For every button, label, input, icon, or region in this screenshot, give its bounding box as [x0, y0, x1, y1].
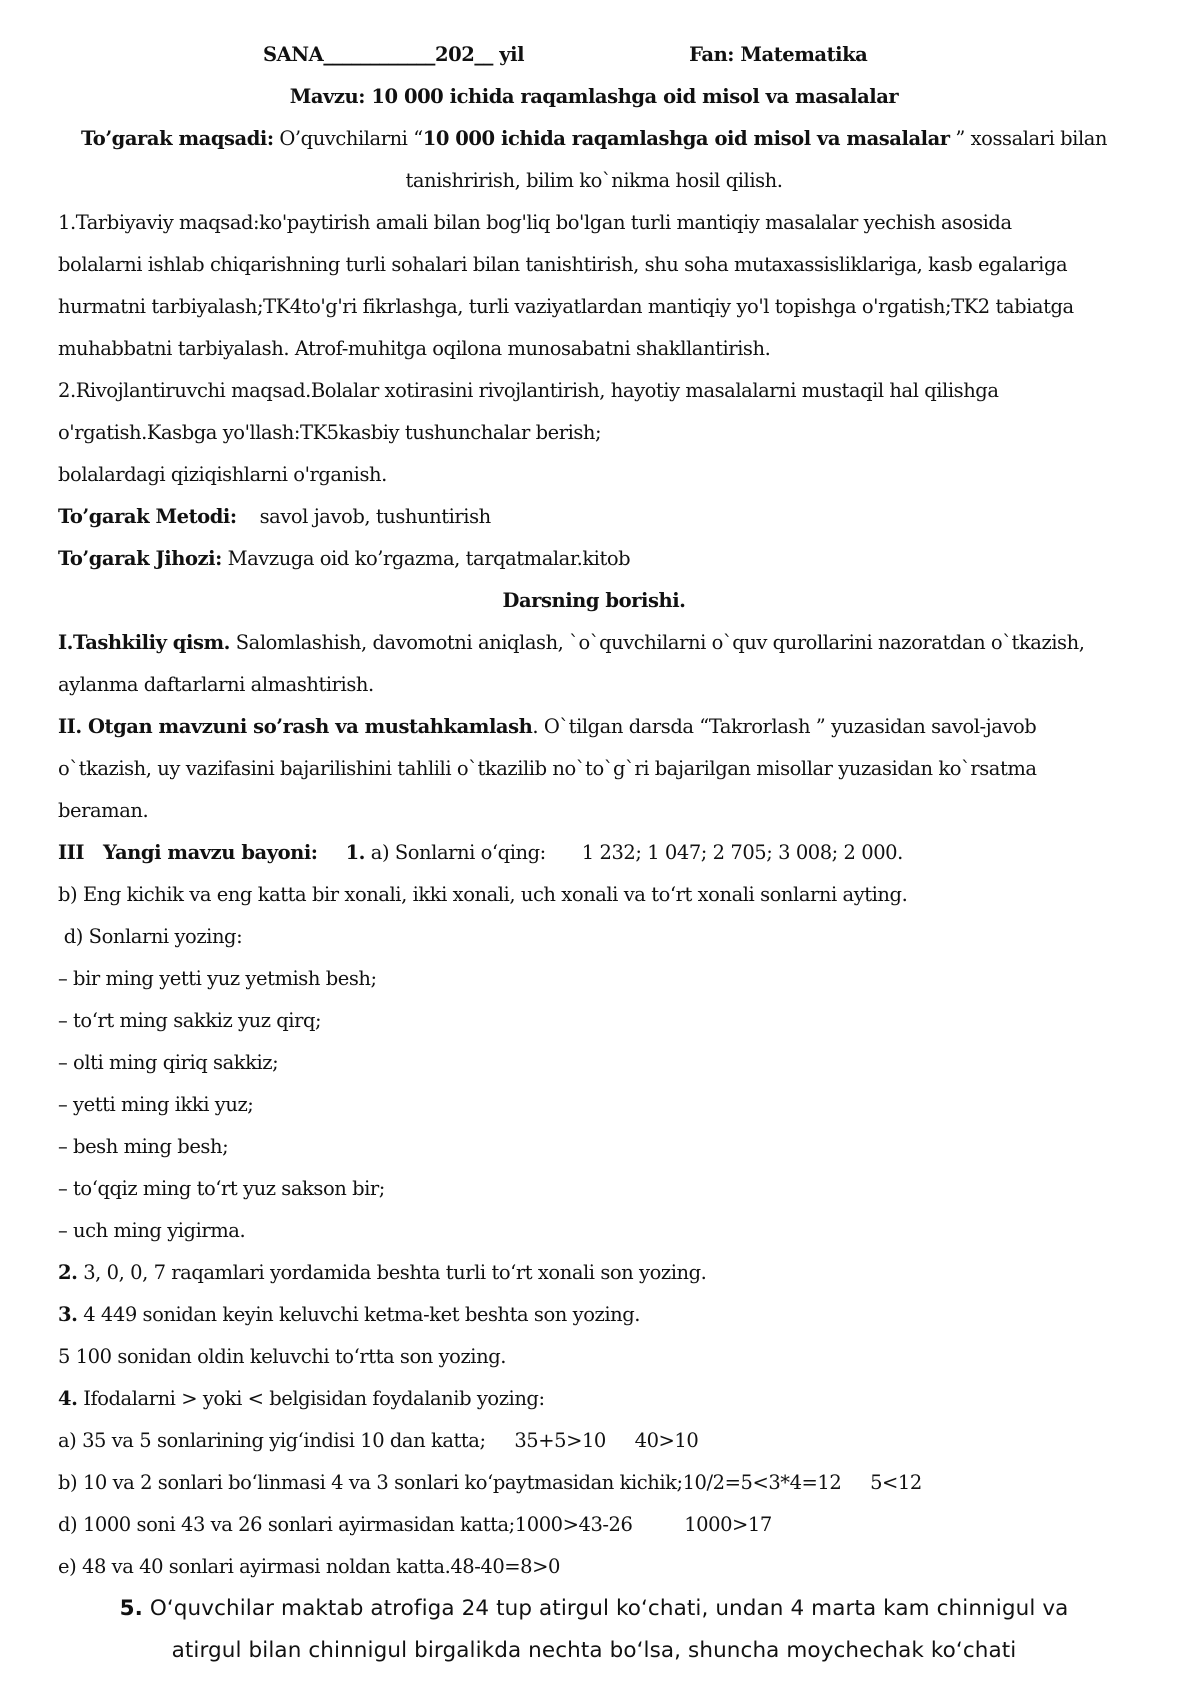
equipment-label: To’garak Jihozi: — [58, 547, 222, 570]
goal-line: 2.Rivojlantiruvchi maqsad.Bolalar xotirasini rivojlantirish, hayotiy masalalarni mustaqil hal qilishga — [58, 379, 999, 402]
goal-line: bolalarni ishlab chiqarishning turli sohalari bilan tanishtirish, shu soha mutaxassisliklariga, kasb egalariga — [58, 253, 1068, 276]
task-text: 3, 0, 0, 7 raqamlari yordamida beshta turli to‘rt xonali son yozing. — [77, 1261, 707, 1284]
equipment-text: Mavzuga oid ko’rgazma, tarqatmalar.kitob — [221, 547, 631, 570]
subject-label: Fan: Matematika — [689, 43, 868, 66]
header-row — [58, 34, 1130, 76]
list-item: d) 1000 soni 43 va 26 sonlari ayirmasidan katta;1000>43-26 1000>17 — [58, 1513, 772, 1536]
club-goal-text-end: ” xossalari bilan — [949, 127, 1108, 150]
goal-line: bolalardagi qiziqishlarni o'rganish. — [58, 463, 387, 486]
review-line2: o`tkazish, uy vazifasini bajarilishini tahlili o`tkazilib no`to`g`ri bajarilgan misollar yuzasidan ko`rsatma — [58, 757, 1037, 780]
lesson-progress-heading: Darsning borishi. — [502, 589, 686, 612]
organizational-label: I.Tashkiliy qism. — [58, 631, 230, 654]
method-text: savol javob, tushuntirish — [236, 505, 491, 528]
list-item: a) 35 va 5 sonlarining yig‘indisi 10 dan katta; 35+5>10 40>10 — [58, 1429, 699, 1452]
list-item: – uch ming yigirma. — [58, 1219, 246, 1242]
list-item: – bir ming yetti yuz yetmish besh; — [58, 967, 377, 990]
task-text: 4 449 sonidan keyin keluvchi ketma-ket beshta son yozing. — [77, 1303, 640, 1326]
club-goal-text: O’quvchilarni “ — [273, 127, 423, 150]
task-number: 2. — [58, 1261, 78, 1284]
organizational-line2: aylanma daftarlarni almashtirish. — [58, 673, 374, 696]
task-number: 5. — [119, 1596, 143, 1621]
task-5-line1 — [58, 1588, 1130, 1630]
review-line3: beraman. — [58, 799, 149, 822]
club-goal-label: To’garak maqsadi: — [80, 127, 274, 150]
task-text: Ifodalarni > yoki < belgisidan foydalanib yozing: — [77, 1387, 545, 1410]
date-field: SANA____________202__ yil — [263, 43, 525, 66]
club-goal-topic: 10 000 ichida raqamlashga oid misol va masalalar — [422, 127, 950, 150]
numbers-to-read: 1 232; 1 047; 2 705; 3 008; 2 000. — [581, 841, 903, 864]
organizational-line1 — [58, 622, 1130, 664]
task-number: 1. — [345, 841, 366, 864]
method-label: To’garak Metodi: — [58, 505, 237, 528]
list-item: – yetti ming ikki yuz; — [58, 1093, 254, 1116]
task-3b: 5 100 sonidan oldin keluvchi to‘rtta son yozing. — [58, 1345, 506, 1368]
list-item: e) 48 va 40 sonlari ayirmasi noldan katta.48-40=8>0 — [58, 1555, 560, 1578]
topic-title: Mavzu: 10 000 ichida raqamlashga oid misol va masalalar — [289, 85, 899, 108]
list-item: – to‘qqiz ming to‘rt yuz sakson bir; — [58, 1177, 385, 1200]
new-topic-line — [58, 832, 1130, 874]
task-5-line2: atirgul bilan chinnigul birgalikda nechta bo‘lsa, shuncha moychechak ko‘chati — [171, 1638, 1017, 1663]
organizational-text: Salomlashish, davomotni aniqlash, `o`quvchilarni o`quv qurollarini nazoratdan o`tkazish, — [230, 631, 1085, 654]
goal-line: 1.Tarbiyaviy maqsad:ko'paytirish amali bilan bog'liq bo'lgan turli mantiqiy masalalar yechish asosida — [58, 211, 1012, 234]
list-item: – besh ming besh; — [58, 1135, 229, 1158]
review-text: . O`tilgan darsda “Takrorlash ” yuzasidan savol-javob — [532, 715, 1037, 738]
new-topic-label: III Yangi mavzu bayoni: — [58, 841, 318, 864]
task-text: a) Sonlarni o‘qing: — [365, 841, 546, 864]
task-3 — [58, 1294, 1130, 1336]
task-text: O‘quvchilar maktab atrofiga 24 tup atirgul ko‘chati, undan 4 marta kam chinnigul va — [142, 1596, 1069, 1621]
club-goal-line1 — [58, 118, 1130, 160]
list-item: d) Sonlarni yozing: — [58, 925, 243, 948]
review-label: II. Otgan mavzuni so’rash va mustahkamlash — [58, 715, 533, 738]
document-page — [58, 34, 1130, 1672]
equipment-line — [58, 538, 1130, 580]
goal-line: muhabbatni tarbiyalash. Atrof-muhitga oqilona munosabatni shakllantirish. — [58, 337, 771, 360]
club-goal-line2: tanishrirish, bilim ko`nikma hosil qilish. — [405, 169, 783, 192]
review-line1 — [58, 706, 1130, 748]
list-item: – to‘rt ming sakkiz yuz qirq; — [58, 1009, 322, 1032]
list-item: b) 10 va 2 sonlari bo‘linmasi 4 va 3 sonlari ko‘paytmasidan kichik;10/2=5<3*4=12 5<12 — [58, 1471, 922, 1494]
goal-line: o'rgatish.Kasbga yo'llash:TK5kasbiy tushunchalar berish; — [58, 421, 602, 444]
task-2 — [58, 1252, 1130, 1294]
task-number: 4. — [58, 1387, 78, 1410]
list-item: b) Eng kichik va eng katta bir xonali, ikki xonali, uch xonali va to‘rt xonali sonlarni ayting. — [58, 883, 908, 906]
task-4 — [58, 1378, 1130, 1420]
goal-line: hurmatni tarbiyalash;TK4to'g'ri fikrlashga, turli vaziyatlardan mantiqiy yo'l topishga o'rgatish;TK2 tabiatga — [58, 295, 1074, 318]
method-line — [58, 496, 1130, 538]
task-number: 3. — [58, 1303, 78, 1326]
list-item: – olti ming qiriq sakkiz; — [58, 1051, 279, 1074]
